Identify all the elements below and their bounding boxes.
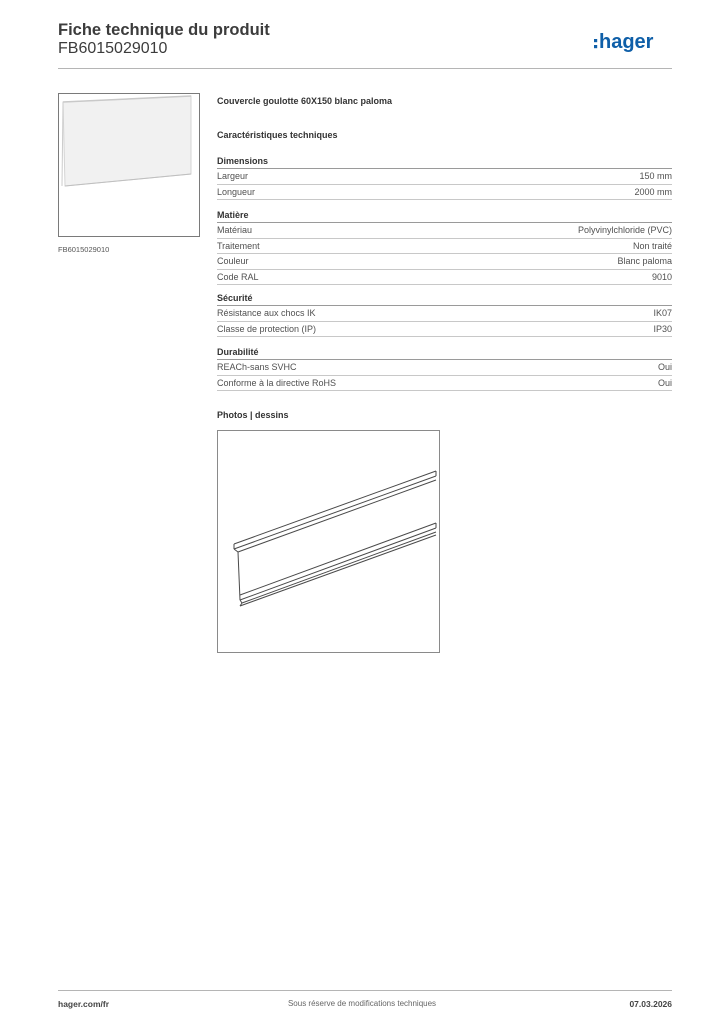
spec-value: 9010 <box>651 271 672 282</box>
specs-heading: Caractéristiques techniques <box>217 130 338 140</box>
spec-row <box>217 223 672 239</box>
cover-line-drawing <box>218 431 439 652</box>
footer-date: 07.03.2026 <box>629 999 672 1009</box>
spec-row <box>217 322 672 338</box>
spec-value: Polyvinylchloride (PVC) <box>577 225 672 235</box>
spec-row <box>217 360 672 376</box>
product-reference: FB6015029010 <box>58 40 168 57</box>
footer-divider <box>58 990 672 991</box>
spec-group-title: Dimensions <box>217 155 672 169</box>
spec-label: Conforme à la directive RoHS <box>217 377 337 388</box>
page-title: Fiche technique du produit <box>58 21 270 39</box>
spec-label: Classe de protection (IP) <box>217 323 317 334</box>
spec-row <box>217 239 672 255</box>
spec-group-title: Durabilité <box>217 346 672 360</box>
spec-group-dimensions <box>217 155 672 200</box>
spec-group-material <box>217 209 672 285</box>
thumbnail-caption: FB6015029010 <box>58 245 110 254</box>
spec-row <box>217 306 672 322</box>
spec-row <box>217 376 672 392</box>
footer-disclaimer: Sous réserve de modifications techniques <box>287 999 437 1008</box>
spec-value: Non traité <box>632 240 672 251</box>
spec-value: Blanc paloma <box>617 256 672 266</box>
product-thumbnail <box>58 93 200 237</box>
spec-value: 150 mm <box>639 171 672 181</box>
spec-label: Longueur <box>217 186 256 197</box>
spec-label: Couleur <box>217 256 249 266</box>
spec-row <box>217 254 672 270</box>
spec-label: Largeur <box>217 171 249 181</box>
footer-website-link[interactable]: hager.com/fr <box>58 999 110 1009</box>
spec-value: Oui <box>657 377 672 388</box>
technical-drawing <box>217 430 440 653</box>
spec-value: Oui <box>657 362 672 372</box>
spec-value: IP30 <box>653 323 672 334</box>
spec-value: 2000 mm <box>634 186 672 197</box>
spec-group-title: Sécurité <box>217 292 672 306</box>
cover-thumbnail-image <box>59 94 199 236</box>
spec-label: Code RAL <box>217 271 259 282</box>
product-title: Couvercle goulotte 60X150 blanc paloma <box>217 96 393 106</box>
spec-label: Traitement <box>217 240 260 251</box>
spec-label: Résistance aux chocs IK <box>217 308 316 318</box>
hager-logo <box>594 28 674 56</box>
spec-group-durability <box>217 346 672 391</box>
spec-label: Matériau <box>217 225 253 235</box>
header-divider <box>58 68 672 69</box>
svg-text:hager: hager <box>599 31 654 53</box>
spec-row <box>217 169 672 185</box>
photos-heading: Photos | dessins <box>217 410 289 420</box>
spec-value: IK07 <box>653 308 672 318</box>
spec-row <box>217 270 672 286</box>
spec-group-safety <box>217 292 672 337</box>
spec-group-title: Matière <box>217 209 672 223</box>
spec-row <box>217 185 672 201</box>
spec-label: REACh-sans SVHC <box>217 362 297 372</box>
